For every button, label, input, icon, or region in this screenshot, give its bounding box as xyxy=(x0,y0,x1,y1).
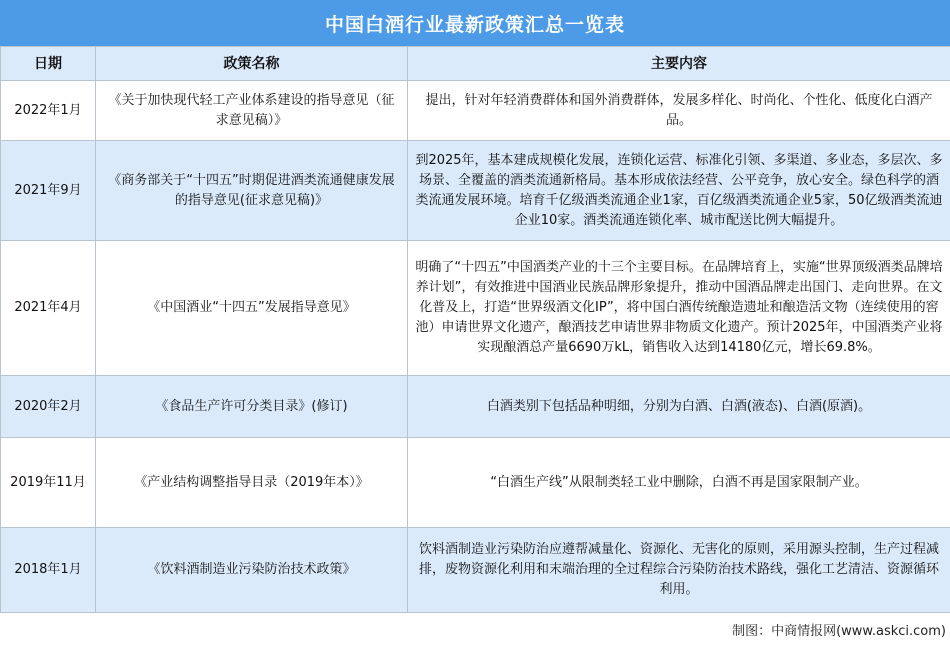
source-credit: 制图：中商情报网(www.askci.com) xyxy=(732,624,946,639)
header-name: 政策名称 xyxy=(96,47,408,81)
table-row xyxy=(1,141,950,241)
row-name: 《产业结构调整指导目录（2019年本）》 xyxy=(96,438,408,528)
row-date: 2021年9月 xyxy=(1,141,96,241)
table-row xyxy=(1,241,950,376)
header-content: 主要内容 xyxy=(408,47,950,81)
row-name: 《商务部关于“十四五”时期促进酒类流通健康发展的指导意见(征求意见稿)》 xyxy=(96,141,408,241)
row-content: “白酒生产线”从限制类轻工业中删除，白酒不再是国家限制产业。 xyxy=(408,438,950,528)
table-row xyxy=(1,81,950,141)
row-date: 2019年11月 xyxy=(1,438,96,528)
page-title: 中国白酒行业最新政策汇总一览表 xyxy=(0,0,950,46)
row-name: 《食品生产许可分类目录》(修订) xyxy=(96,376,408,438)
policy-table xyxy=(0,46,950,613)
row-date: 2021年4月 xyxy=(1,241,96,376)
table-row xyxy=(1,438,950,528)
table-row xyxy=(1,528,950,613)
row-content: 白酒类别下包括品种明细，分别为白酒、白酒(液态)、白酒(原酒)。 xyxy=(408,376,950,438)
row-name: 《饮料酒制造业污染防治技术政策》 xyxy=(96,528,408,613)
row-name: 《中国酒业“十四五”发展指导意见》 xyxy=(96,241,408,376)
row-date: 2020年2月 xyxy=(1,376,96,438)
row-content: 提出，针对年轻消费群体和国外消费群体，发展多样化、时尚化、个性化、低度化白酒产品。 xyxy=(408,81,950,141)
row-date: 2022年1月 xyxy=(1,81,96,141)
row-content: 明确了“十四五”中国酒类产业的十三个主要目标。在品牌培育上，实施“世界顶级酒类品牌培养计划”，有效推进中国酒业民族品牌形象提升，推动中国酒品牌走出国门、走向世界。在文化普及上，打造“世界级酒文化IP”，将中国白酒传统酿造遗址和酿造活文物（连续使用的窖池）申请世界文化遗产，酿酒技艺申请世界非物质文化遗产。预计2025年，中国酒类产业将实现酿酒总产量6690万kL，销售收入达到14180亿元，增长69.8%。 xyxy=(408,241,950,376)
row-content: 到2025年，基本建成规模化发展，连锁化运营、标准化引领、多渠道、多业态，多层次、多场景、全覆盖的酒类流通新格局。基本形成依法经营、公平竞争，放心安全。绿色科学的酒类流通发展环境。培育千亿级酒类流通企业1家，百亿级酒类流通企业5家，50亿级酒类流迪企业10家。酒类流通连锁化率、城市配送比例大幅提升。 xyxy=(408,141,950,241)
row-date: 2018年1月 xyxy=(1,528,96,613)
row-name: 《关于加快现代轻工产业体系建设的指导意见（征求意见稿）》 xyxy=(96,81,408,141)
table-row xyxy=(1,376,950,438)
table-header-row xyxy=(1,47,950,81)
row-content: 饮料酒制造业污染防治应遵帮减量化、资源化、无害化的原则，采用源头控制，生产过程减排，废物资源化利用和末端治理的全过程综合污染防治技术路线，强化工艺清洁、资源循环利用。 xyxy=(408,528,950,613)
header-date: 日期 xyxy=(1,47,96,81)
